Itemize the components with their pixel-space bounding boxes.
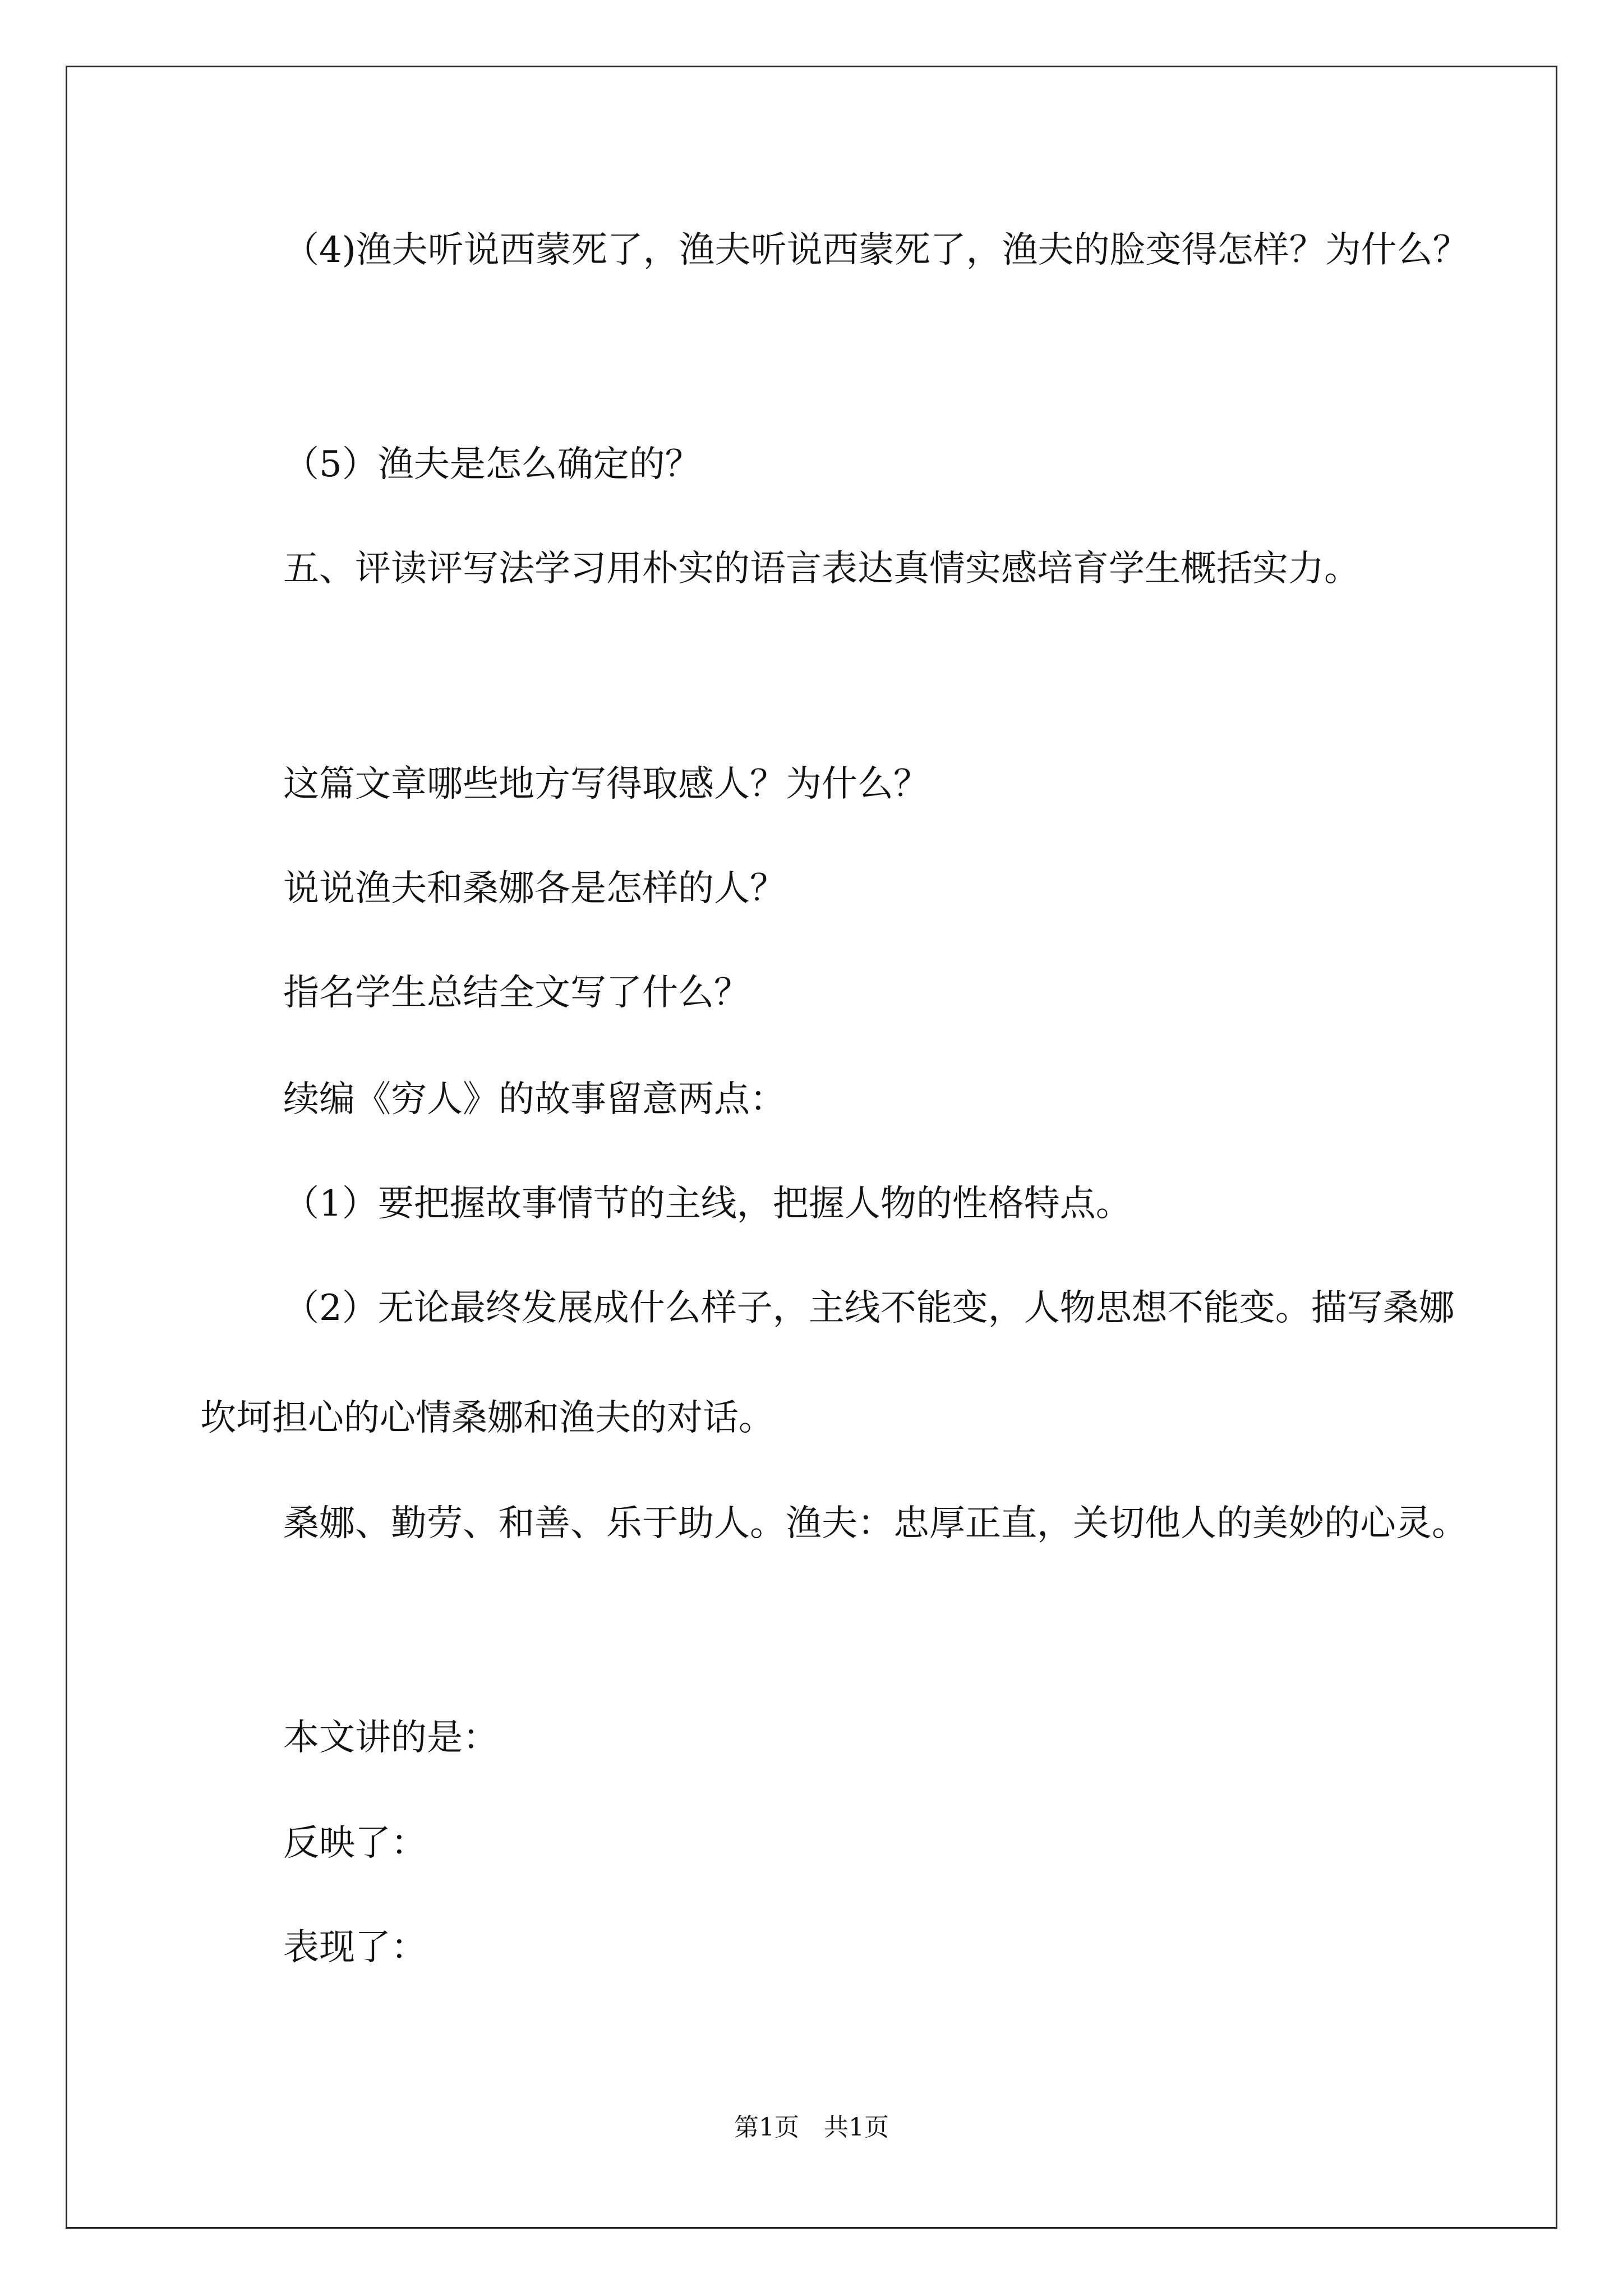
paragraph-topic: 本文讲的是： bbox=[283, 1717, 499, 1759]
paragraph-characters: 说说渔夫和桑娜各是怎样的人？ bbox=[283, 868, 786, 909]
paragraph-continuation: 续编《穷人》的故事留意两点： bbox=[283, 1079, 786, 1120]
paragraph-point-1: （1）要把握故事情节的主线，把握人物的性格特点。 bbox=[283, 1183, 1132, 1225]
paragraph-shows: 表现了： bbox=[283, 1927, 427, 1968]
page-number-footer: 第1页 共1页 bbox=[734, 2113, 889, 2142]
paragraph-point-2: （2）无论最终发展成什么样子，主线不能变，人物思想不能变。描写桑娜坎坷担心的心情桑娜和渔夫的对话。 bbox=[200, 1287, 1455, 1439]
paragraph-question-5: （5）渔夫是怎么确定的？ bbox=[283, 444, 701, 485]
paragraph-traits: 桑娜、勤劳、和善、乐于助人。渔夫：忠厚正直，关切他人的美妙的心灵。 bbox=[283, 1503, 1468, 1544]
paragraph-summary: 指名学生总结全文写了什么？ bbox=[283, 972, 750, 1014]
paragraph-reflects: 反映了： bbox=[283, 1823, 427, 1864]
paragraph-section-five: 五、评读评写法学习用朴实的语言表达真情实感培育学生概括实力。 bbox=[283, 548, 1360, 590]
paragraph-touching-parts: 这篇文章哪些地方写得取感人？为什么？ bbox=[283, 763, 929, 805]
paragraph-question-4: （4)渔夫听说西蒙死了，渔夫听说西蒙死了，渔夫的脸变得怎样？为什么？ bbox=[283, 229, 1469, 271]
